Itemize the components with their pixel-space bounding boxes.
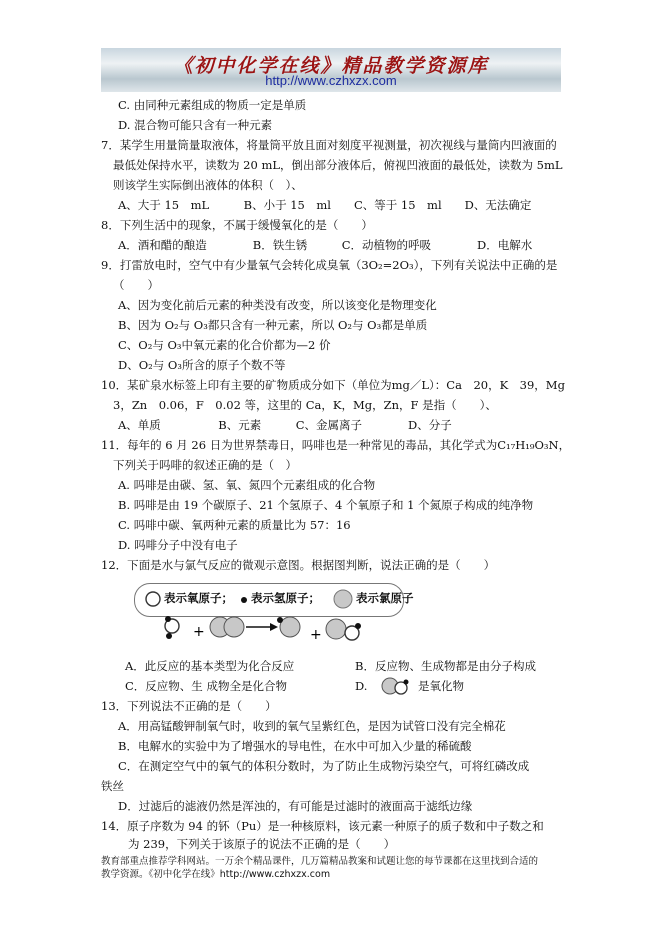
option-11c: C. 吗啡中碳、氧两种元素的质量比为 57：16 <box>118 518 351 532</box>
option-12d: D. <box>355 679 368 693</box>
option-12c: C．反应物、生 成物全是化合物 <box>125 679 287 693</box>
question-7: 7．某学生用量筒量取液体，将量筒平放且面对刻度平视测量，初次视线与量筒内凹液面的 <box>101 138 557 152</box>
option-9a: A、因为变化前后元素的种类没有改变，所以该变化是物理变化 <box>118 298 437 312</box>
option-6d: D. 混合物可能只含有一种元素 <box>118 118 273 132</box>
footer-line1: 教育部重点推荐学科网站。一万余个精品课件，几万篇精品教案和试题让您的每节课都在这里找到合适的 <box>101 856 539 867</box>
hclo-molecule-small <box>380 677 410 695</box>
question-7-options: A、大于 15 mL B、小于 15 ml C、等于 15 ml D、无法确定 <box>118 198 532 212</box>
question-7-line3: 则该学生实际倒出液体的体积（ ）、 <box>113 178 303 192</box>
question-9-blank: （ ） <box>113 278 159 292</box>
question-11-line2: 下列关于吗啡的叙述正确的是（ ） <box>113 458 297 472</box>
legend-chlorine-label: 表示氯原子 <box>356 591 414 605</box>
chlorine-molecule <box>210 617 244 637</box>
hclo-molecule <box>326 619 361 640</box>
question-11: 11．每年的 6 月 26 日为世界禁毒日，吗啡也是一种常见的毒品，其化学式为C₁₇H₁₉O₃N， <box>101 438 571 452</box>
plus-sign: + <box>193 624 205 640</box>
hydrogen-atom-symbol <box>241 597 247 603</box>
question-10-options: A、单质 B、元素 C、金属离子 D、分子 <box>118 418 452 432</box>
question-7-line2: 最低处保持水平，读数为 20 mL，倒出部分液体后，俯视凹液面的最低处，读数为 5mL <box>113 158 563 172</box>
question-8: 8．下列生活中的现象，不属于缓慢氧化的是（ ） <box>101 218 373 232</box>
header-banner <box>101 48 561 92</box>
option-13c-cont: 铁丝 <box>101 779 124 793</box>
option-11a: A. 吗啡是由碳、氢、氧、氮四个元素组成的化合物 <box>118 478 376 492</box>
question-10: 10．某矿泉水标签上印有主要的矿物质成分如下（单位为mg／L）：Ca 20，K 39，Mg <box>101 378 565 392</box>
reaction-diagram <box>160 614 380 644</box>
option-13b: B．电解水的实验中为了增强水的导电性，在水中可加入少量的稀硫酸 <box>118 739 472 753</box>
option-6c: C. 由同种元素组成的物质一定是单质 <box>118 98 307 112</box>
plus-sign-2: + <box>310 627 322 643</box>
option-9b: B、因为 O₂与 O₃都只含有一种元素，所以 O₂与 O₃都是单质 <box>118 318 428 332</box>
legend-oxygen-label: 表示氧原子； <box>164 591 233 605</box>
legend-hydrogen-label: 表示氢原子； <box>251 591 320 605</box>
chlorine-atom-symbol <box>334 590 352 608</box>
option-12a: A．此反应的基本类型为化合反应 <box>125 659 295 673</box>
option-11b: B. 吗啡是由 19 个碳原子、21 个氢原子、4 个氧原子和 1 个氮原子构成的纯净物 <box>118 498 534 512</box>
option-13c: C．在测定空气中的氧气的体积分数时，为了防止生成物污染空气，可将红磷改成 <box>118 759 530 773</box>
option-11d: D. 吗啡分子中没有电子 <box>118 538 238 552</box>
option-13a: A．用高锰酸钾制氧气时，收到的氧气呈紫红色，是因为试管口没有完全棉花 <box>118 719 506 733</box>
question-10-line2: 3，Zn 0.06，F 0.02 等，这里的 Ca，K，Mg，Zn，F 是指（ ）、 <box>113 398 497 412</box>
question-12: 12．下面是水与氯气反应的微观示意图。根据图判断，说法正确的是（ ） <box>101 558 496 572</box>
footer-line2[interactable]: 教学资源。《初中化学在线》http://www.czhxzx.com <box>101 869 331 880</box>
option-12d-text: 是氧化物 <box>418 679 464 693</box>
option-9c: C、O₂与 O₃中氧元素的化合价都为—2 价 <box>118 338 331 352</box>
option-9d: D、O₂与 O₃所含的原子个数不等 <box>118 358 286 372</box>
question-13: 13．下列说法不正确的是（ ） <box>101 699 277 713</box>
reaction-legend <box>134 583 414 617</box>
reaction-arrow <box>246 623 278 631</box>
option-12b: B．反应物、生成物都是由分子构成 <box>355 659 536 673</box>
water-molecule <box>165 616 179 639</box>
question-14: 14．原子序数为 94 的钚（Pu）是一种核原料，该元素一种原子的质子数和中子数之和 <box>101 819 544 833</box>
question-8-options: A．酒和醋的酿造 B．铁生锈 C．动植物的呼吸 D．电解水 <box>118 238 533 252</box>
hcl-molecule <box>277 617 300 637</box>
option-13d: D．过滤后的滤液仍然是浑浊的，有可能是过滤时的液面高于滤纸边缘 <box>118 799 473 813</box>
question-9: 9．打雷放电时，空气中有少量氧气会转化成臭氧（3O₂=2O₃），下列有关说法中正确的是 <box>101 258 558 272</box>
header-url[interactable]: http://www.czhxzx.com <box>265 73 397 88</box>
question-14-line2: 为 239，下列关于该原子的说法不正确的是（ ） <box>128 837 396 851</box>
header-title: 《初中化学在线》精品教学资源库 <box>173 55 489 77</box>
oxygen-atom-symbol <box>146 592 160 606</box>
